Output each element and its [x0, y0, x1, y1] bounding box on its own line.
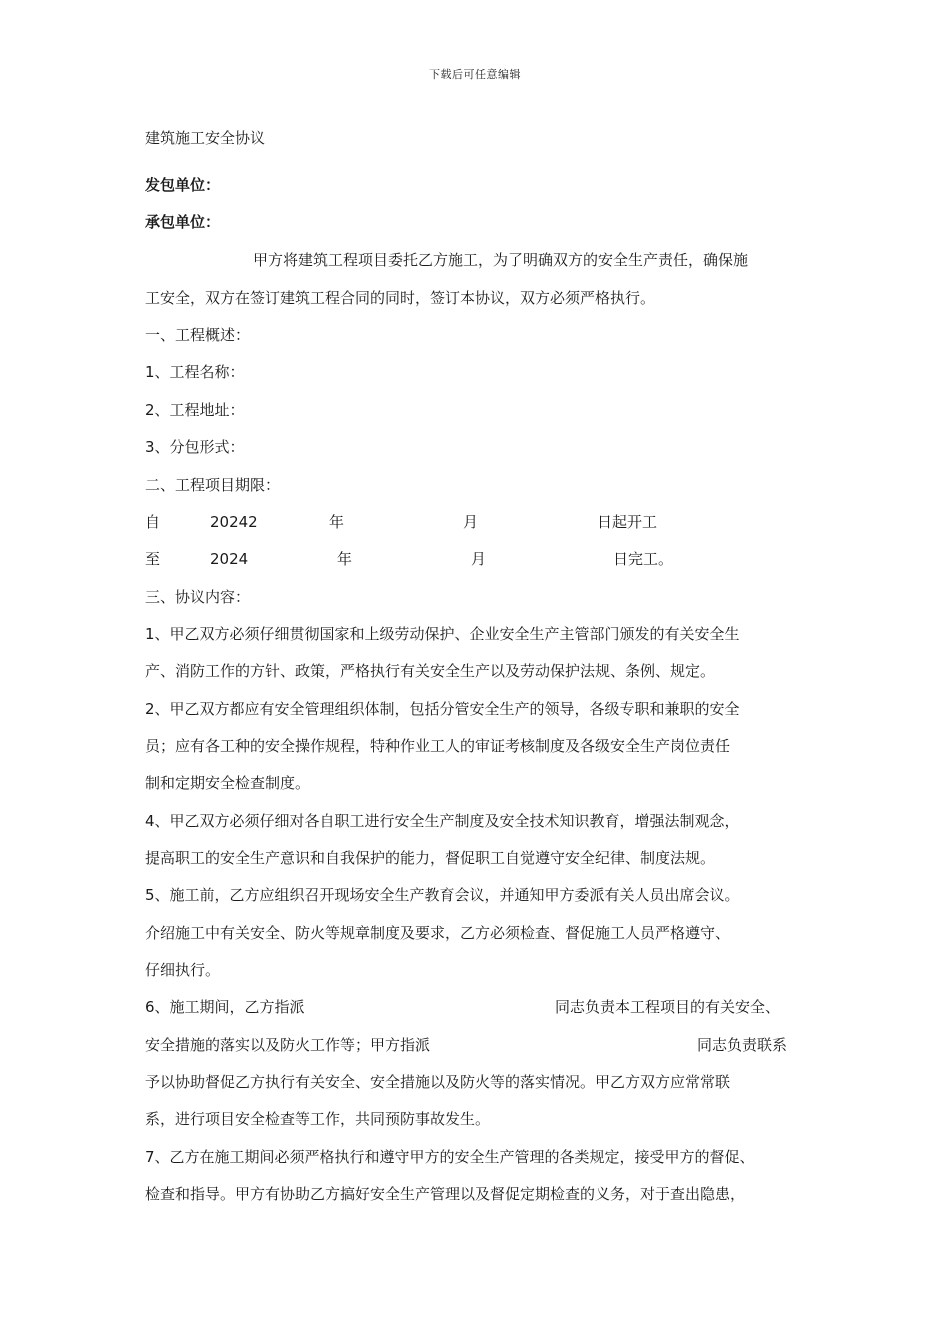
clause-6-line-4: 系，进行项目安全检查等工作，共同预防事故发生。	[145, 1110, 491, 1128]
clause-6-line-2-right: 同志负责联系	[697, 1036, 788, 1054]
clause-5-line-3: 仔细执行。	[145, 961, 221, 979]
intro-line-1: 甲方将建筑工程项目委托乙方施工，为了明确双方的安全生产责任，确保施	[253, 251, 749, 269]
clause-6-line-1-left: 6、施工期间，乙方指派	[145, 998, 305, 1016]
end-year-unit: 年	[337, 550, 353, 568]
clause-7-line-2: 检查和指导。甲方有协助乙方搞好安全生产管理以及督促定期检查的义务，对于查出隐患，	[145, 1185, 746, 1203]
clause-1-line-1: 1、甲乙双方必须仔细贯彻国家和上级劳动保护、企业安全生产主管部门颁发的有关安全生	[145, 625, 740, 643]
project-address-label: 2、工程地址：	[145, 401, 245, 419]
document-title: 建筑施工安全协议	[145, 129, 266, 147]
clause-5-line-2: 介绍施工中有关安全、防火等规章制度及要求，乙方必须检查、督促施工人员严格遵守、	[145, 924, 731, 942]
subcontract-form-label: 3、分包形式：	[145, 438, 245, 456]
party-b-label: 承包单位：	[145, 213, 221, 231]
clause-2-line-3: 制和定期安全检查制度。	[145, 774, 311, 792]
end-year: 2024	[210, 550, 249, 568]
start-year: 20242	[210, 513, 258, 531]
start-suffix: 日起开工	[597, 513, 658, 531]
clause-6-line-3: 予以协助督促乙方执行有关安全、安全措施以及防火等的落实情况。甲乙方双方应常常联	[145, 1073, 731, 1091]
intro-line-2: 工安全，双方在签订建筑工程合同的同时，签订本协议，双方必须严格执行。	[145, 289, 656, 307]
clause-4-line-2: 提高职工的安全生产意识和自我保护的能力，督促职工自觉遵守安全纪律、制度法规。	[145, 849, 716, 867]
project-name-label: 1、工程名称：	[145, 363, 245, 381]
start-prefix: 自	[145, 513, 161, 531]
clause-5-line-1: 5、施工前，乙方应组织召开现场安全生产教育会议，并通知甲方委派有关人员出席会议。	[145, 886, 740, 904]
start-year-unit: 年	[329, 513, 345, 531]
clause-6-line-1-right: 同志负责本工程项目的有关安全、	[555, 998, 781, 1016]
clause-7-line-1: 7、乙方在施工期间必须严格执行和遵守甲方的安全生产管理的各类规定，接受甲方的督促、	[145, 1148, 755, 1166]
header-note: 下载后可任意编辑	[429, 68, 521, 81]
clause-6-line-2-left: 安全措施的落实以及防火工作等；甲方指派	[145, 1036, 431, 1054]
end-suffix: 日完工。	[613, 550, 674, 568]
start-month-unit: 月	[463, 513, 479, 531]
section-2-heading: 二、工程项目期限：	[145, 476, 281, 494]
clause-4-line-1: 4、甲乙双方必须仔细对各自职工进行安全生产制度及安全技术知识教育，增强法制观念，	[145, 812, 740, 830]
section-3-heading: 三、协议内容：	[145, 588, 251, 606]
end-month-unit: 月	[471, 550, 487, 568]
end-prefix: 至	[145, 550, 161, 568]
clause-1-line-2: 产、消防工作的方针、政策，严格执行有关安全生产以及劳动保护法规、条例、规定。	[145, 662, 716, 680]
party-a-label: 发包单位：	[145, 176, 221, 194]
section-1-heading: 一、工程概述：	[145, 326, 251, 344]
clause-2-line-2: 员；应有各工种的安全操作规程，特种作业工人的审证考核制度及各级安全生产岗位责任	[145, 737, 731, 755]
clause-2-line-1: 2、甲乙双方都应有安全管理组织体制，包括分管安全生产的领导，各级专职和兼职的安全	[145, 700, 740, 718]
